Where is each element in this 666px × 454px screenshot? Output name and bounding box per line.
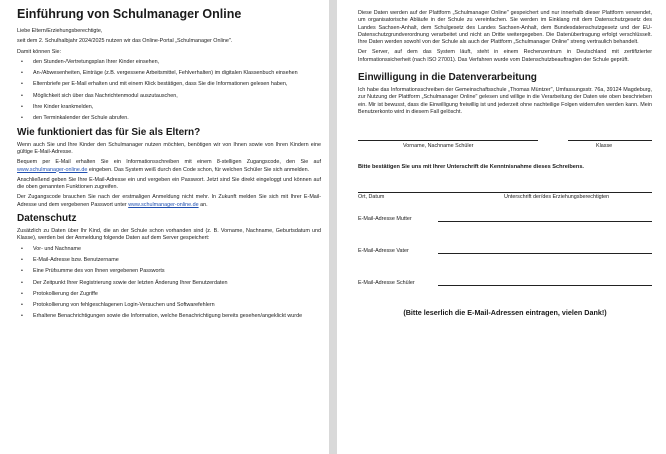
stored-data-list — [17, 246, 321, 321]
email-father-row — [358, 248, 652, 272]
email-mother-label: E-Mail-Adresse Mutter — [358, 215, 412, 222]
page-right — [337, 0, 666, 454]
privacy-paragraph: Zusätzlich zu Daten über Ihr Kind, die an der Schule schon vorhanden sind (z. B. Vorname, Nachname, Geburtsdatum und Klasse), werden bei der Anmeldung folgende Daten auf dem Server gespeichert: — [17, 228, 321, 242]
email-father-label: E-Mail-Adresse Vater — [358, 247, 409, 254]
how-paragraph-3: Anschließend geben Sie Ihre E-Mail-Adresse ein und vergeben ein Passwort. Jetzt sind Sie direkt eingeloggt und können auf die oben genannten Funktionen zugreifen. — [17, 176, 321, 191]
student-signature-row — [358, 140, 652, 164]
heading-consent: Einwilligung in die Datenverarbeitung — [358, 72, 537, 84]
greeting: Liebe Eltern/Erziehungsberechtigte, — [17, 28, 103, 34]
list-item: • Protokollierung von fehlgeschlagenen Login-Versuchen und Softwarefehlern — [17, 302, 321, 309]
how-paragraph-2-text-a: Bequem per E-Mail erhalten Sie ein Informationsschreiben mit einem 8-stelligen Zugangscode, den Sie auf — [17, 159, 321, 166]
heading-privacy: Datenschutz — [17, 213, 77, 225]
email-mother-line[interactable] — [438, 221, 652, 222]
student-name-line[interactable] — [358, 140, 538, 141]
list-item: • Vor- und Nachname — [17, 246, 321, 253]
intro-text: seit dem 2. Schulhalbjahr 2024/2025 nutzen wir das Online-Portal „Schulmanager Online". — [17, 38, 233, 45]
list-item: • Möglichkeit sich über das Nachrichtenmodul auszutauschen, — [17, 93, 321, 100]
how-paragraph-2 — [17, 159, 321, 174]
list-item: • E-Mail-Adresse bzw. Benutzername — [17, 257, 321, 264]
consent-paragraph: Ich habe das Informationsschreiben der Gemeinschaftsschule „Thomas Müntzer", Umfassungsstr. 76a, 39124 Magdeburg, zur Nutzung der Plattform „Schulmanager Online" gelesen und willige in die Verarbeitung der Daten wie oben beschrieben ein. Mir ist bewusst, dass die Einwilligung freiwillig ist und jederzeit ohne nachteilige Folgen widerrufen werden kann. Mein Benutzerkonto wird in diesem Fall gelöscht. — [358, 87, 652, 115]
closing-request: (Bitte leserlich die E-Mail-Adressen eintragen, vielen Dank!) — [403, 307, 607, 317]
data-storage-paragraph: Diese Daten werden auf der Plattform „Schulmanager Online" gespeichert und nur innerhalb dieser Plattform verwendet, um organisatorische Abläufe in der Schule zu vereinfachen. Sie werden im Einklang mit dem Datenschutzgesetz des Landes Sachsen-Anhalt, dem Schulgesetz des Landes Sachsen-Anhalt, dem Bundesdatenschutzgesetz und der EU-Datenschutzgrundverordnung verarbeitet und nicht an Dritte weitergegeben. Die Datenübertragung erfolgt verschlüsselt. Ihre Daten werden sowohl von der Schule als auch der Plattform „Schulmanager Online" streng vertraulich behandelt. — [358, 10, 652, 46]
features-label: Damit können Sie: — [17, 48, 62, 55]
student-name-label: Vorname, Nachname Schüler — [403, 143, 474, 150]
confirmation-note: Bitte bestätigen Sie uns mit Ihrer Unterschrift die Kenntnisnahme dieses Schreibens. — [358, 164, 584, 171]
list-item: • Eine Prüfsumme des von Ihnen vergebenen Passworts — [17, 268, 321, 275]
schulmanager-link[interactable]: www.schulmanager-online.de — [17, 166, 88, 173]
features-list — [17, 59, 321, 123]
list-item: • Protokollierung der Zugriffe — [17, 291, 321, 298]
document-title: Einführung von Schulmanager Online — [17, 7, 242, 21]
class-line[interactable] — [568, 140, 652, 141]
list-item: • Elternbriefe per E-Mail erhalten und mit einem Klick bestätigen, dass Sie die Informationen gelesen haben, — [17, 81, 321, 88]
heading-how-it-works: Wie funktioniert das für Sie als Eltern? — [17, 126, 201, 138]
parent-signature-row — [358, 192, 652, 216]
email-student-row — [358, 280, 652, 304]
place-date-label: Ort, Datum — [358, 193, 385, 200]
how-paragraph-4-text-a: Der Zugangscode brauchen Sie nach der erstmaligen Anmeldung nicht mehr. In Zukunft melden Sie sich mit Ihrer E-Mail-Adresse und dem vergebenen Passwort unter — [17, 194, 321, 208]
parent-signature-label: Unterschrift der/des Erziehungsberechtigten — [504, 193, 610, 200]
email-mother-row — [358, 216, 652, 240]
how-paragraph-1: Wenn auch Sie und Ihre Kinder den Schulmanager nutzen möchten, benötigen wir von Ihnen sowie von Ihren Kindern eine gültige E-Mail-Adresse. — [17, 141, 321, 155]
email-student-label: E-Mail-Adresse Schüler — [358, 279, 415, 286]
how-paragraph-4-text-b: an. — [200, 201, 208, 208]
class-label: Klasse — [596, 143, 613, 150]
list-item: • An-/Abwesenheiten, Einträge (z.B. vergessene Arbeitsmittel, Fehlverhalten) im digitalen Klassenbuch einsehen — [17, 70, 321, 77]
list-item: • Erhaltene Benachrichtigungen sowie die Information, welche Benachrichtigung bereits gesehen/angeklickt wurde — [17, 313, 321, 320]
how-paragraph-4 — [17, 194, 321, 209]
list-item: • den Terminkalender der Schule abrufen. — [17, 115, 321, 122]
email-father-line[interactable] — [438, 253, 652, 254]
page-left — [0, 0, 329, 454]
list-item: • Der Zeitpunkt Ihrer Registrierung sowie der letzten Änderung Ihrer Benutzerdaten — [17, 280, 321, 287]
schulmanager-link-2[interactable]: www.schulmanager-online.de — [128, 201, 199, 208]
email-student-line[interactable] — [438, 285, 652, 286]
signature-line[interactable] — [358, 192, 652, 193]
server-paragraph: Der Server, auf dem das System läuft, steht in einem Rechenzentrum in Deutschland mit zertifizierter Informationssicherheit (nach ISO 27001). Das Verfahren wurde vom Datenschutzbeauftragten der Schule geprüft. — [358, 49, 652, 63]
list-item: • den Stunden-/Vertretungsplan Ihrer Kinder einsehen, — [17, 59, 321, 66]
how-paragraph-2-text-b: eingeben. Das System weiß durch den Code schon, für welchen Schüler Sie sich anmelden. — [88, 166, 310, 173]
list-item: • Ihre Kinder krankmelden, — [17, 104, 321, 111]
